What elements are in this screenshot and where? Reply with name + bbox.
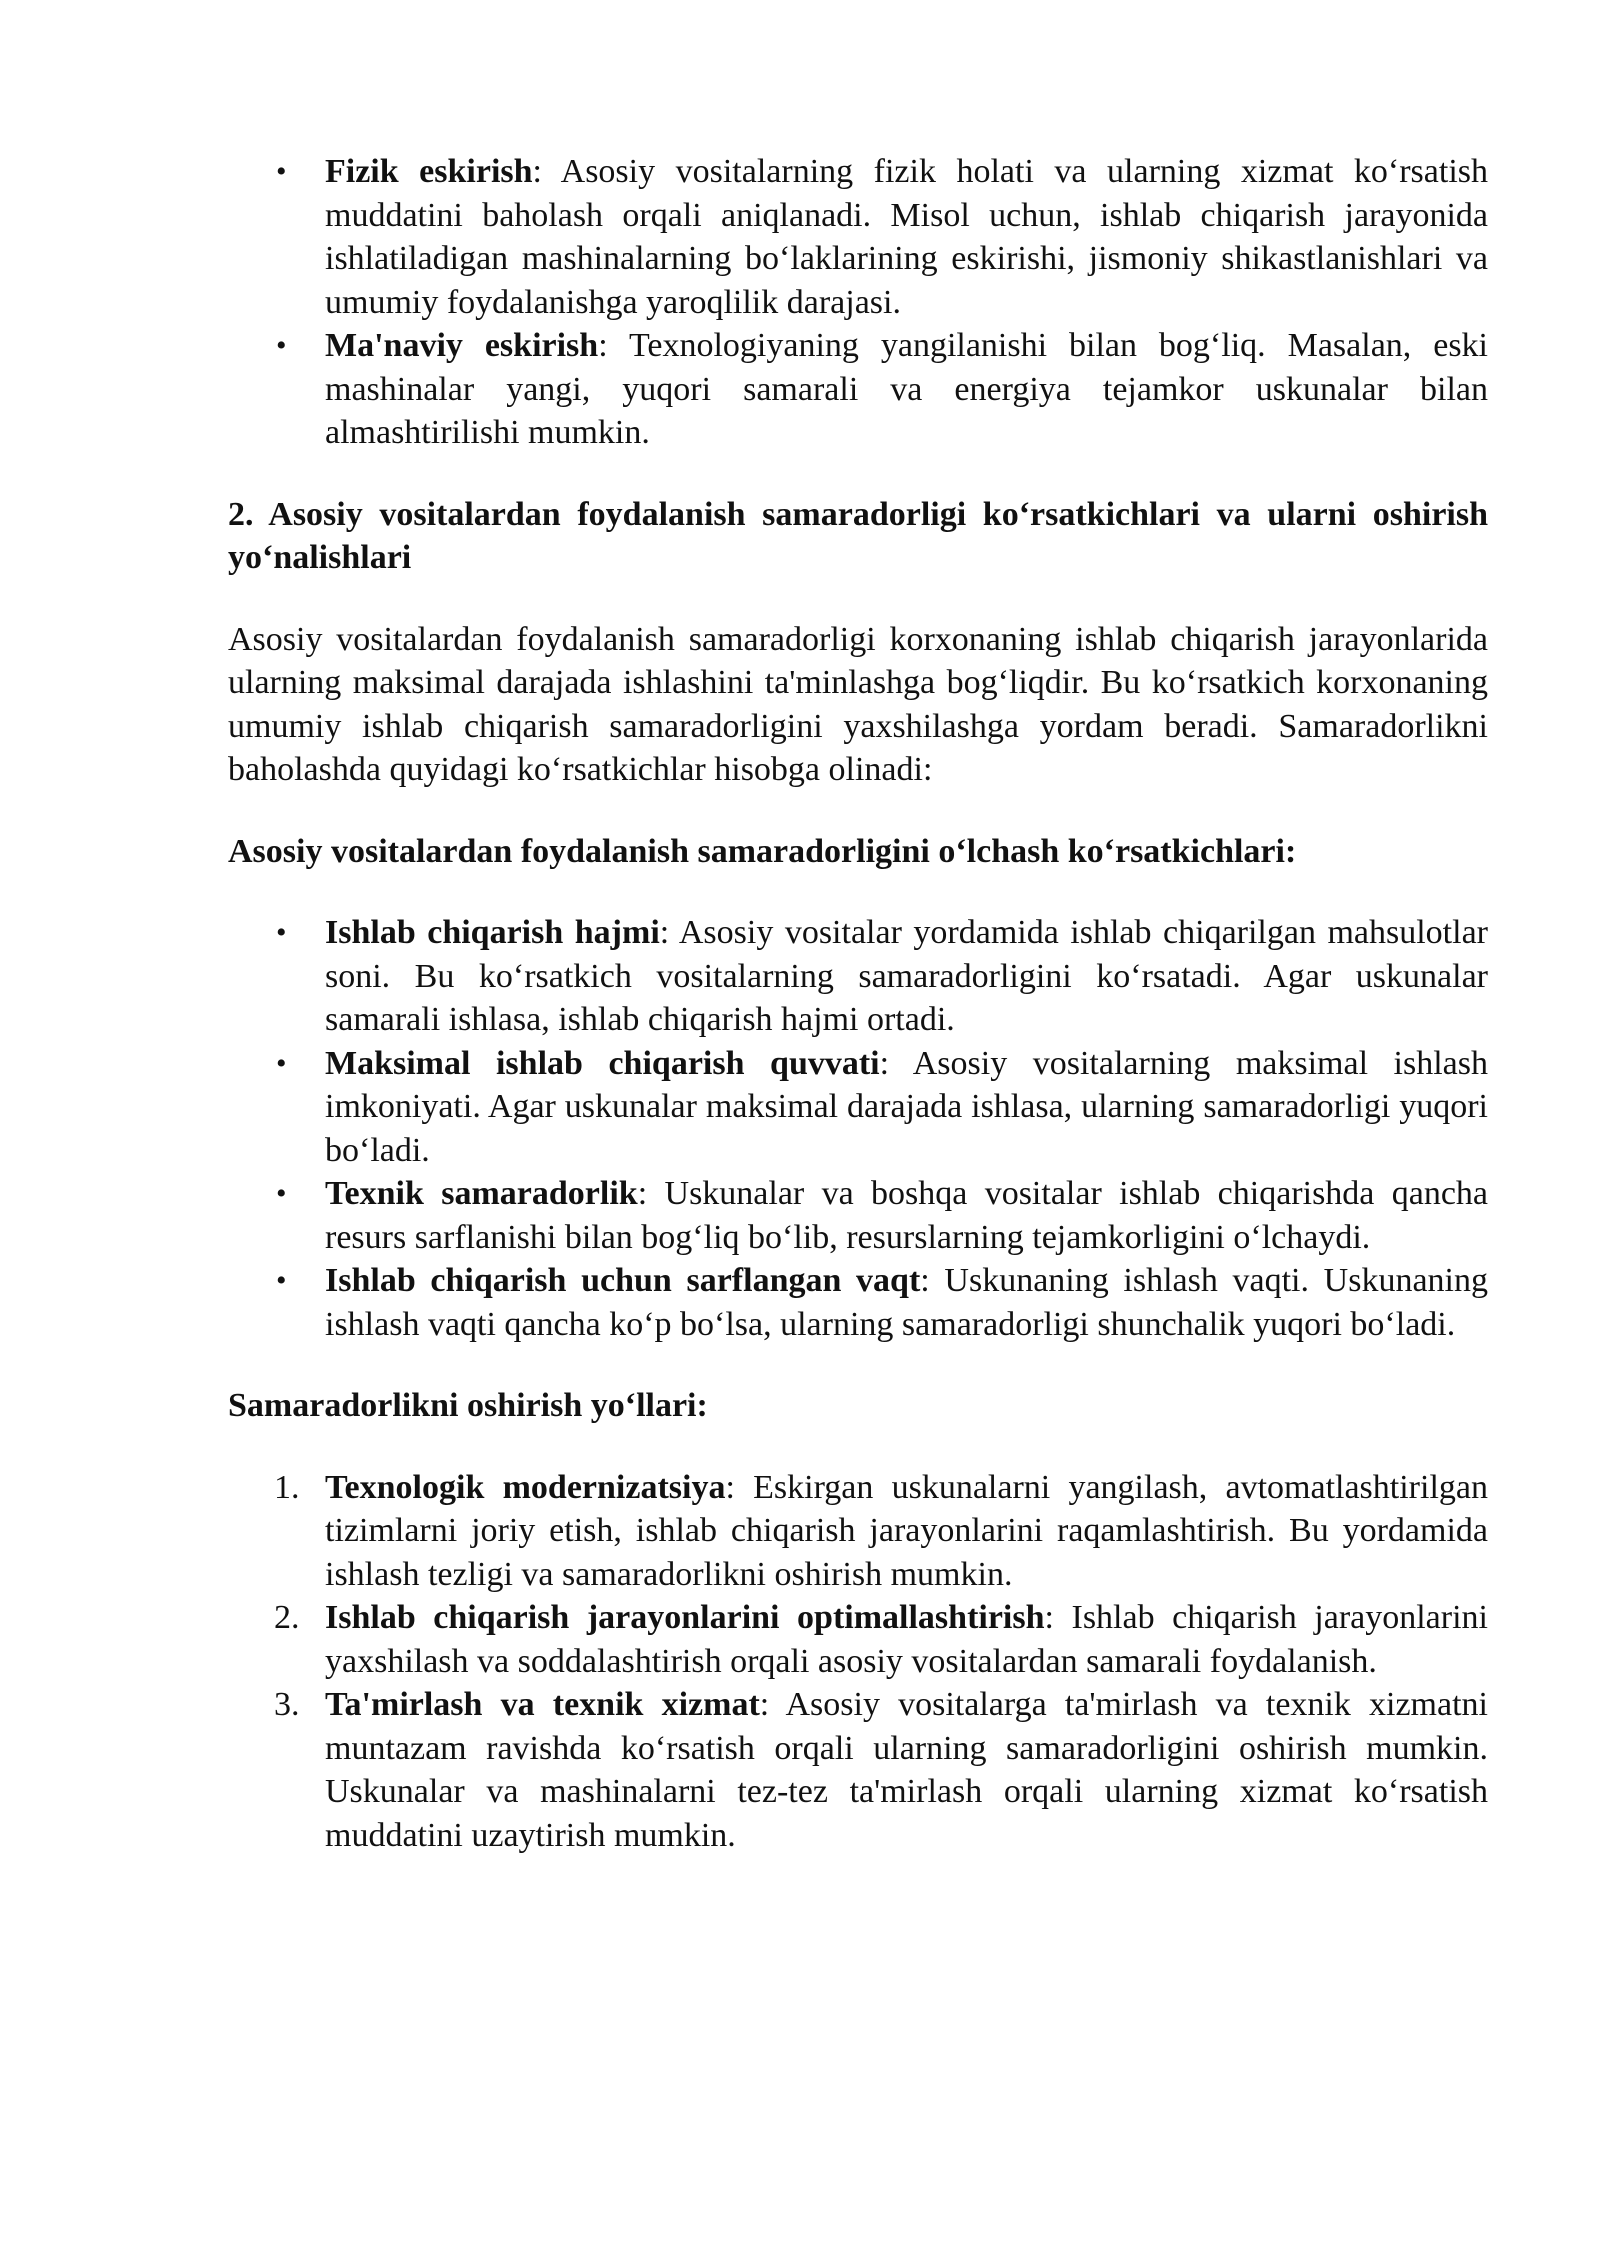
list-number: 1. [274,1468,300,1506]
list-number: 2. [274,1599,300,1636]
list-item-term: Ishlab chiqarish uchun sarflangan vaqt [325,1262,921,1299]
bullet-icon: • [276,1177,287,1210]
list-item [228,1172,1488,1259]
ways-heading: Samaradorlikni oshirish yoʻllari: [228,1387,708,1424]
obsolescence-list [228,150,1488,455]
list-item-term: Ma'naviy eskirish [325,327,599,364]
list-item [228,1596,1488,1683]
list-item-text: : Eskirgan uskunalarni yangilash, avtomatlashtirilgan tizimlarni joriy etish, ishlab chiqarish jarayonlarini raqamlashtirish. Bu yordamida ishlash tezligi va samaradorlikni oshirish mumkin. [325,1468,1488,1593]
list-item-term: Ta'mirlash va texnik xizmat [325,1686,760,1723]
indicators-heading: Asosiy vositalardan foydalanish samaradorligini oʻlchash koʻrsatkichlari: [228,832,1297,870]
bullet-icon: • [276,155,287,188]
bullet-icon: • [276,1046,287,1080]
section-paragraph: Asosiy vositalardan foydalanish samaradorligi korxonaning ishlab chiqarish jarayonlarida ularning maksimal darajada ishlashini ta'minlashga bogʻliqdir. Bu koʻrsatkich korxonaning umumiy ishlab chiqarish samaradorligini yaxshilashga yordam beradi. Samaradorlikni baholashda quyidagi koʻrsatkichlar hisobga olinadi: [228,620,1488,788]
ways-list [228,1466,1488,1858]
list-item [228,911,1488,1042]
section-heading: 2. Asosiy vositalardan foydalanish samaradorligi koʻrsatkichlari va ularni oshirish yoʻnalishlari [228,495,1488,576]
list-number: 3. [274,1686,300,1723]
list-item [228,324,1488,455]
list-item-text: : Asosiy vositalarning maksimal ishlash imkoniyati. Agar uskunalar maksimal darajada ishlasa, ularning samaradorligi yuqori boʻladi. [325,1044,1488,1169]
bullet-icon: • [276,1264,287,1297]
list-item [228,1683,1488,1857]
list-item-term: Maksimal ishlab chiqarish quvvati [325,1044,880,1082]
list-item-text: : Uskunaning ishlash vaqti. Uskunaning ishlash vaqti qancha koʻp boʻlsa, ularning samaradorligi shunchalik yuqori boʻladi. [325,1262,1488,1343]
list-item-term: Texnologik modernizatsiya [325,1468,726,1506]
list-item-term: Fizik eskirish [325,153,533,190]
list-item [228,150,1488,324]
list-item-term: Texnik samaradorlik [325,1175,638,1212]
bullet-icon: • [276,329,287,362]
indicators-list [228,911,1488,1346]
bullet-icon: • [276,916,287,949]
list-item [228,1042,1488,1173]
list-item-text: : Ishlab chiqarish jarayonlarini yaxshilash va soddalashtirish orqali asosiy vositalardan samarali foydalanish. [325,1599,1488,1680]
list-item-text: : Asosiy vositalarga ta'mirlash va texnik xizmatni muntazam ravishda koʻrsatish orqali ularning samaradorligini oshirish mumkin. Uskunalar va mashinalarni tez-tez ta'mirlash orqali ularning xizmat koʻrsatish muddatini uzaytirish mumkin. [325,1686,1488,1854]
list-item-term: Ishlab chiqarish jarayonlarini optimallashtirish [325,1599,1045,1636]
list-item-term: Ishlab chiqarish hajmi [325,914,660,951]
list-item-text: : Asosiy vositalar yordamida ishlab chiqarilgan mahsulotlar soni. Bu koʻrsatkich vositalarning samaradorligini koʻrsatadi. Agar uskunalar samarali ishlasa, ishlab chiqarish hajmi ortadi. [325,914,1488,1038]
list-item-text: : Texnologiyaning yangilanishi bilan bogʻliq. Masalan, eski mashinalar yangi, yuqori samarali va energiya tejamkor uskunalar bilan almashtirilishi mumkin. [325,327,1489,451]
list-item-text: : Uskunalar va boshqa vositalar ishlab chiqarishda qancha resurs sarflanishi bilan bogʻliq boʻlib, resurslarning tejamkorligini oʻlchaydi. [325,1175,1489,1256]
list-item [228,1259,1488,1346]
list-item-text: : Asosiy vositalarning fizik holati va ularning xizmat koʻrsatish muddatini baholash orqali aniqlanadi. Misol uchun, ishlab chiqarish jarayonida ishlatiladigan mashinalarning boʻlaklarining eskirishi, jismoniy shikastlanishlari va umumiy foydalanishga yaroqlilik darajasi. [325,153,1488,321]
list-item [228,1466,1488,1597]
